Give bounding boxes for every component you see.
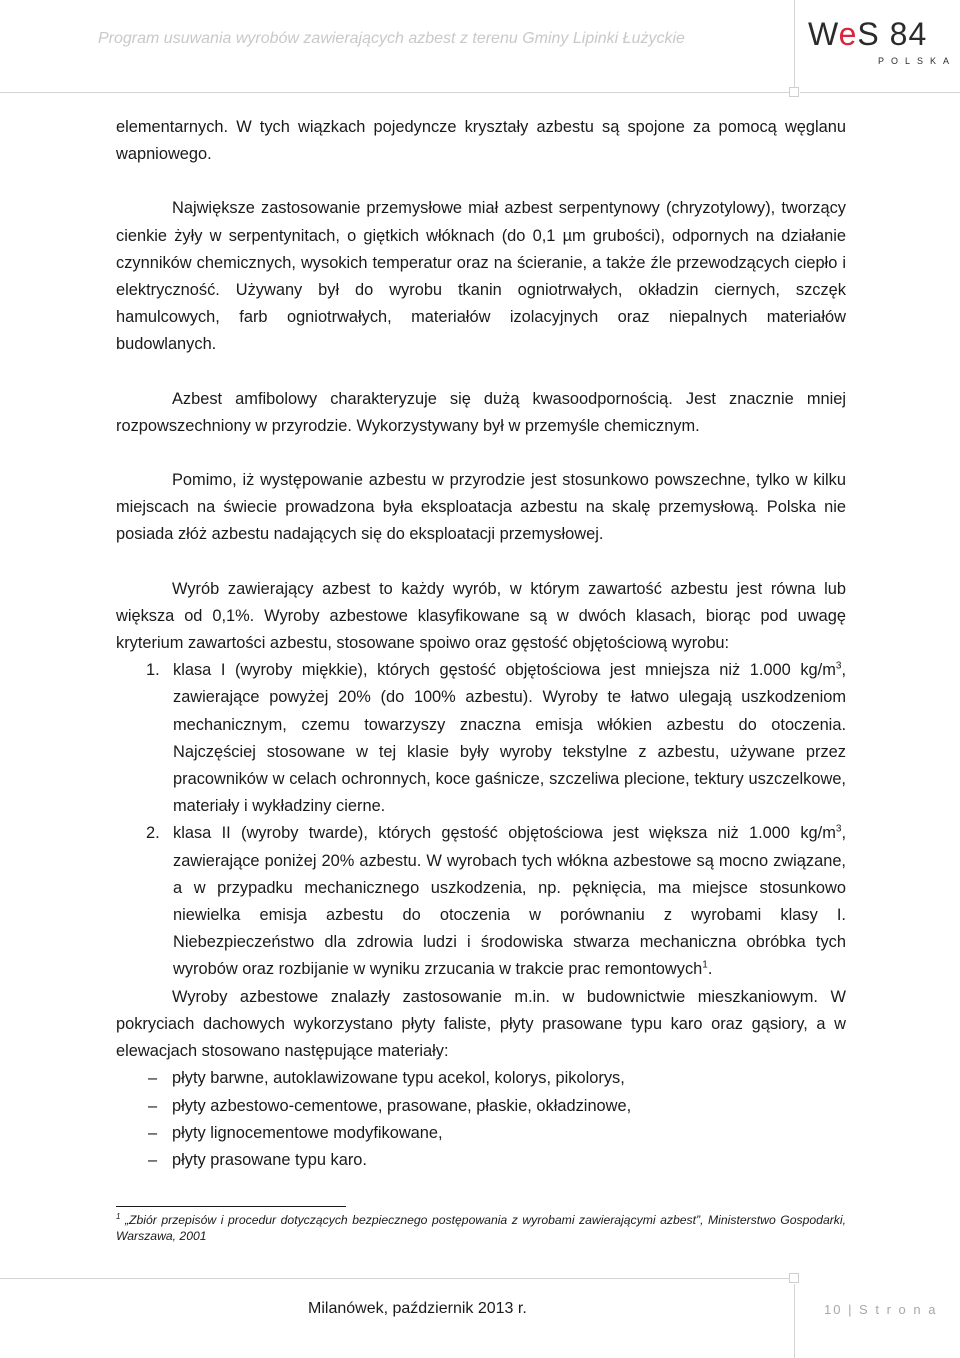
header-vertical-rule [794, 0, 795, 87]
materials-list [116, 1065, 846, 1174]
list-item-class-1: 1. klasa I (wyroby miękkie), których gęstość objętościowa jest mniejsza niż 1.000 $kg/m^3$, zawierające powyżej 20% (do 100% azbestu). Wyroby te łatwo ulegają uszkodzeniom mechanicznym, czemu towarzyszy znaczna emisja włókien azbestu do otoczenia. Najczęściej stosowane w tej klasie były wyroby tekstylne z azbestu, używane przez pracowników w celach ochronnych, koce gaśnicze, szczeliwa plecione, tektury uszczelkowe, materiały i wykładziny cierne. [146, 660, 846, 816]
list-item: – płyty lignocementowe modyfikowane, [148, 1123, 443, 1142]
company-logo [808, 16, 957, 68]
page-content [116, 114, 846, 1174]
paragraph-applications: Wyroby azbestowe znalazły zastosowanie m.in. w budownictwie mieszkaniowym. W pokryciach dachowych wykorzystano płyty faliste, płyty prasowane typu karo oraz gąsiory, a w elewacjach stosowano następujące materiały: [116, 987, 846, 1061]
header-corner-square [789, 87, 799, 97]
class-list [116, 657, 846, 983]
running-header-title: Program usuwania wyrobów zawierających azbest z terenu Gminy Lipinki Łużyckie [98, 30, 685, 47]
footnote-reference: 1 [702, 960, 708, 972]
footnote-marker: 1 [116, 1211, 121, 1221]
footer-date: Milanówek, październik 2013 r. [308, 1300, 527, 1317]
footer-rule-left [0, 1278, 790, 1279]
list-item: – płyty barwne, autoklawizowane typu acekol, kolorys, pikolorys, [148, 1069, 625, 1088]
footer-corner-square [789, 1273, 799, 1283]
list-item: – płyty azbestowo-cementowe, prasowane, płaskie, okładzinowe, [148, 1096, 632, 1115]
logo-wordmark: WeS 84 [808, 16, 928, 52]
header-rule-right [800, 92, 960, 93]
footnote-separator [116, 1206, 346, 1207]
paragraph-serpentine: Największe zastosowanie przemysłowe miał azbest serpentynowy (chryzotylowy), tworzący cienkie żyły w serpentynitach, o giętkich włóknach (do 0,1 µm grubości), odpornych na działanie czynników chemicznych, wysokich temperatur oraz na ścieranie, a także źle przewodzących ciepło i elektryczność. Używany był do wyrobu tkanin ogniotrwałych, okładzin ciernych, szczęk hamulcowych, farb ogniotrwałych, materiałów izolacyjnych oraz niepalnych materiałów budowlanych. [116, 199, 846, 354]
list-item: – płyty prasowane typu karo. [148, 1150, 367, 1169]
list-item-class-2: 2. klasa II (wyroby twarde), których gęstość objętościowa jest większa niż 1.000 $kg/m^3$, zawierające poniżej 20% azbestu. W wyrobach tych włókna azbestowe są mocno związane, a w przypadku mechanicznego uszkodzenia, np. pęknięcia, ma miejsce stosunkowo niewielka emisja azbestu do otoczenia w porównaniu z wyrobami klasy I. Niebezpieczeństwo dla zdrowia ludzi i środowiska stwarza mechaniczna obróbka tych wyrobów oraz rozbijanie w wyniku zrzucania w trakcie prac remontowych$^1$. [146, 824, 846, 979]
paragraph-definition: Wyrób zawierający azbest to każdy wyrób, w którym zawartość azbestu jest równa lub większa od 0,1%. Wyroby azbestowe klasyfikowane są w dwóch klasach, biorąc pod uwagę kryterium zawartości azbestu, stosowane spoiwo oraz gęstość objętościową wyrobu: [116, 579, 846, 653]
page-number: 10 | S t r o n a [824, 1302, 938, 1317]
header-rule-left [0, 92, 790, 93]
footer-vertical-rule [794, 1284, 795, 1358]
logo-subtitle: POLSKA [878, 56, 957, 66]
paragraph-occurrence: Pomimo, iż występowanie azbestu w przyrodzie jest stosunkowo powszechne, tylko w kilku miejscach na świecie prowadzona była eksploatacja azbestu na skalę przemysłową. Polska nie posiada złóż azbestu nadających się do eksploatacji przemysłowej. [116, 471, 846, 544]
paragraph-amphibole: Azbest amfibolowy charakteryzuje się dużą kwasoodpornością. Jest znacznie mniej rozpowszechniony w przyrodzie. Wykorzystywany był w przemyśle chemicznym. [116, 389, 846, 435]
paragraph-continuation: elementarnych. W tych wiązkach pojedyncze kryształy azbestu są spojone za pomocą węglanu wapniowego. [116, 118, 846, 164]
footnote: $^1$ „Zbiór przepisów i procedur dotyczących bezpiecznego postępowania z wyrobami zawierającymi azbest”, Ministerstwo Gospodarki, Warszawa, 2001 [116, 1211, 846, 1243]
